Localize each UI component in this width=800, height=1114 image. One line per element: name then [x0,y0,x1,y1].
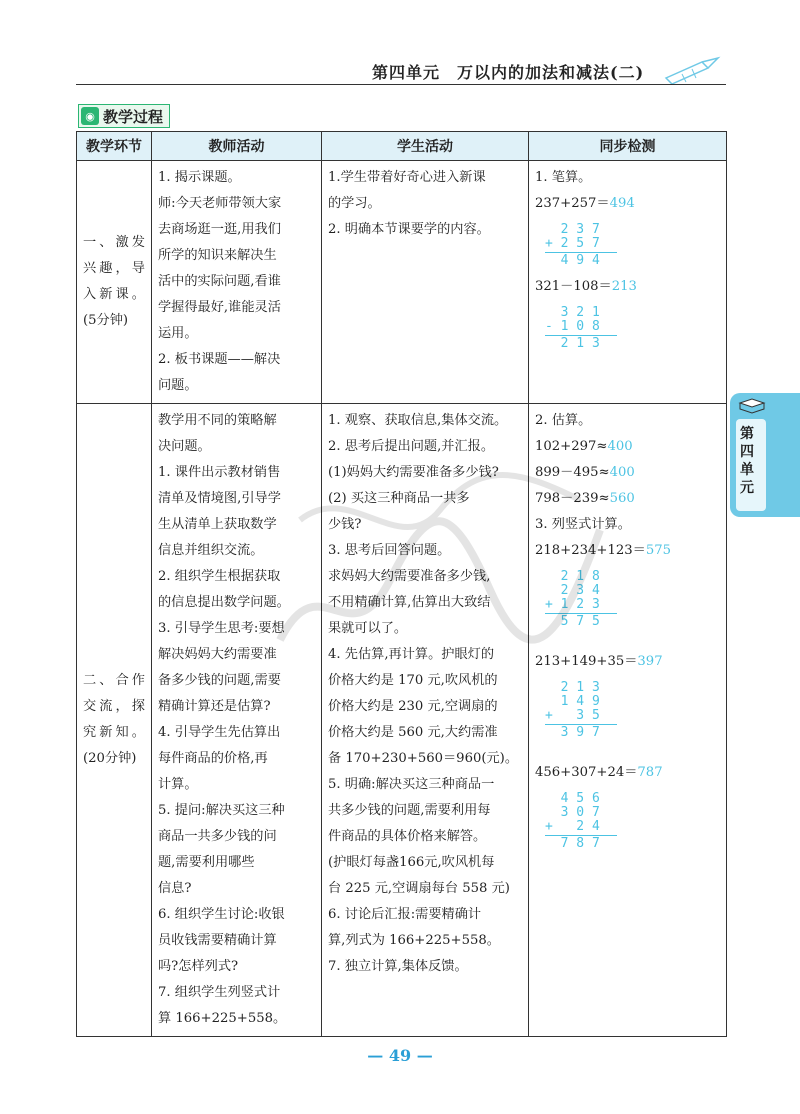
check-cell [529,404,727,1037]
calc-expression [535,274,720,300]
text-line: 6. 讨论后汇报:需要精确计 [328,907,482,922]
side-tab-label: 第四单元 [740,426,754,496]
text-line: 价格大约是 560 元,大约需准 [328,725,498,740]
text-line: 5. 明确:解决买这三种商品一 [328,777,495,792]
vertical-row: + 2 5 7 [545,236,600,251]
vertical-row: 4 5 6 [545,791,600,806]
text-line: 台 225 元,空调扇每台 558 元) [328,881,510,896]
text-line: 7. 独立计算,集体反馈。 [328,959,468,974]
text-line: 所学的知识来解决生 [158,248,277,263]
text-line: 的信息提出数学问题。 [158,595,290,610]
text-line: 2. 板书课题——解决 [158,352,281,367]
vertical-row: 7 8 7 [545,836,600,851]
text-line: 件商品的具体价格来解答。 [328,829,487,844]
text-line: 的学习。 [328,196,381,211]
expression-text: 456+307+24＝ [535,765,638,780]
vertical-row: + 3 5 [545,708,600,723]
answer-text: 575 [645,543,671,558]
text-line: 教学用不同的策略解 [158,413,277,428]
stage-cell: 二、合作交流，探究新知。(20分钟) [77,404,152,1037]
book-icon [738,397,766,417]
teacher-cell [152,404,322,1037]
text-line: 信息? [158,881,192,896]
calc-expression [535,760,720,786]
expression-text: 321－108＝ [535,279,612,294]
section-label: 教学过程 [103,107,164,126]
answer-text: 400 [607,439,633,454]
vertical-row: 3 2 1 [545,305,600,320]
text-line: 1. 课件出示教材销售 [158,465,281,480]
text-line: 备多少钱的问题,需要 [158,673,281,688]
text-line: 算,列式为 166+225+558。 [328,933,500,948]
text-line: 2. 思考后提出问题,并汇报。 [328,439,495,454]
text-line: 6. 组织学生讨论:收银 [158,907,285,922]
text-line: 运用。 [158,326,198,341]
text-line: 3. 引导学生思考:要想 [158,621,285,636]
text-line: 活中的实际问题,看谁 [158,274,281,289]
text-line: 求妈妈大约需要准备多少钱, [328,569,491,584]
text-line: 师:今天老师带领大家 [158,196,282,211]
calc-expression [535,649,720,675]
text-line: 1. 观察、获取信息,集体交流。 [328,413,508,428]
vertical-row: + 1 2 3 [545,597,600,612]
text-line: 1. 揭示课题。 [158,170,241,185]
vertical-row: 5 7 5 [545,614,600,629]
expression-text: 899－495≈ [535,465,610,480]
col-header-check: 同步检测 [529,132,727,161]
teacher-cell [152,161,322,404]
student-cell [322,404,529,1037]
table-row [77,161,727,404]
vertical-title: 3. 列竖式计算。 [535,517,631,532]
answer-text: 397 [637,654,663,669]
text-line: 果就可以了。 [328,621,408,636]
answer-text: 400 [609,465,635,480]
answer-text: 494 [609,196,635,211]
vertical-row: 2 3 7 [545,222,600,237]
stage-cell: 一、激发兴趣，导入新课。(5分钟) [77,161,152,404]
text-line: 员收钱需要精确计算 [158,933,277,948]
text-line: 共多少钱的问题,需要利用每 [328,803,491,818]
text-line: 5. 提问:解决买这三种 [158,803,285,818]
vertical-row: 3 0 7 [545,805,600,820]
text-line: 计算。 [158,777,198,792]
table-header-row [77,132,727,161]
calc-expression [535,460,720,486]
text-line: 2. 明确本节课要学的内容。 [328,222,490,237]
vertical-row: 2 1 8 [545,569,600,584]
lesson-table [76,131,727,1037]
vertical-calculation [545,681,720,740]
vertical-row: - 1 0 8 [545,319,600,334]
text-line: 清单及情境图,引导学 [158,491,281,506]
text-line: 1.学生带着好奇心进入新课 [328,170,486,185]
vertical-row: + 2 4 [545,819,600,834]
answer-text: 560 [609,491,635,506]
vertical-row: 1 4 9 [545,694,600,709]
vertical-calculation [545,223,720,268]
text-line: (护眼灯每盏166元,吹风机每 [328,855,495,870]
calc-expression [535,191,720,217]
text-line: 少钱? [328,517,362,532]
unit-side-tab [730,393,800,517]
text-line: 不用精确计算,估算出大致结 [328,595,491,610]
text-line: 生从清单上获取数学 [158,517,277,532]
text-line: 4. 先估算,再计算。护眼灯的 [328,647,495,662]
text-line: 精确计算还是估算? [158,699,271,714]
text-line: 决问题。 [158,439,211,454]
text-line: (2) 买这三种商品一共多 [328,491,470,506]
text-line: 算 166+225+558。 [158,1011,287,1026]
vertical-row: 2 1 3 [545,680,600,695]
vertical-row: 3 9 7 [545,725,600,740]
section-tag [78,104,170,128]
expression-text: 213+149+35＝ [535,654,638,669]
vertical-calculation [545,792,720,851]
text-line: 信息并组织交流。 [158,543,264,558]
text-line: 商品一共多少钱的问 [158,829,277,844]
col-header-teacher: 教师活动 [152,132,322,161]
text-line: 4. 引导学生先估算出 [158,725,281,740]
text-line: 2. 组织学生根据获取 [158,569,281,584]
answer-text: 787 [637,765,663,780]
header-rule [76,84,726,85]
text-line: 题,需要利用哪些 [158,855,255,870]
vertical-calculation [545,306,720,351]
col-header-stage: 教学环节 [77,132,152,161]
check-title: 1. 笔算。 [535,170,592,185]
text-line: (1)妈妈大约需要准备多少钱? [328,465,499,480]
page-number: — 49 — [367,1046,433,1065]
text-line: 学握得最好,谁能灵活 [158,300,281,315]
text-line: 每件商品的价格,再 [158,751,268,766]
vertical-row: 2 1 3 [545,336,600,351]
expression-text: 218+234+123＝ [535,543,646,558]
col-header-student: 学生活动 [322,132,529,161]
pencil-decor-icon [662,56,726,86]
text-line: 7. 组织学生列竖式计 [158,985,281,1000]
text-line: 吗?怎样列式? [158,959,239,974]
estimate-title: 2. 估算。 [535,413,592,428]
answer-text: 213 [611,279,637,294]
calc-expression [535,538,720,564]
table-row [77,404,727,1037]
check-cell [529,161,727,404]
calc-expression [535,434,720,460]
text-line: 解决妈妈大约需要准 [158,647,277,662]
vertical-row: 4 9 4 [545,253,600,268]
text-line: 价格大约是 170 元,吹风机的 [328,673,498,688]
text-line: 去商场逛一逛,用我们 [158,222,281,237]
header-title: 第四单元 万以内的加法和减法(二) [372,63,645,82]
vertical-row: 2 3 4 [545,583,600,598]
text-line: 价格大约是 230 元,空调扇的 [328,699,498,714]
expression-text: 237+257＝ [535,196,610,211]
text-line: 备 170+230+560＝960(元)。 [328,751,519,766]
expression-text: 798－239≈ [535,491,610,506]
student-cell [322,161,529,404]
text-line: 问题。 [158,378,198,393]
calc-expression [535,486,720,512]
expression-text: 102+297≈ [535,439,608,454]
location-pin-icon: ◉ [81,107,99,125]
text-line: 3. 思考后回答问题。 [328,543,451,558]
vertical-calculation [545,570,720,629]
